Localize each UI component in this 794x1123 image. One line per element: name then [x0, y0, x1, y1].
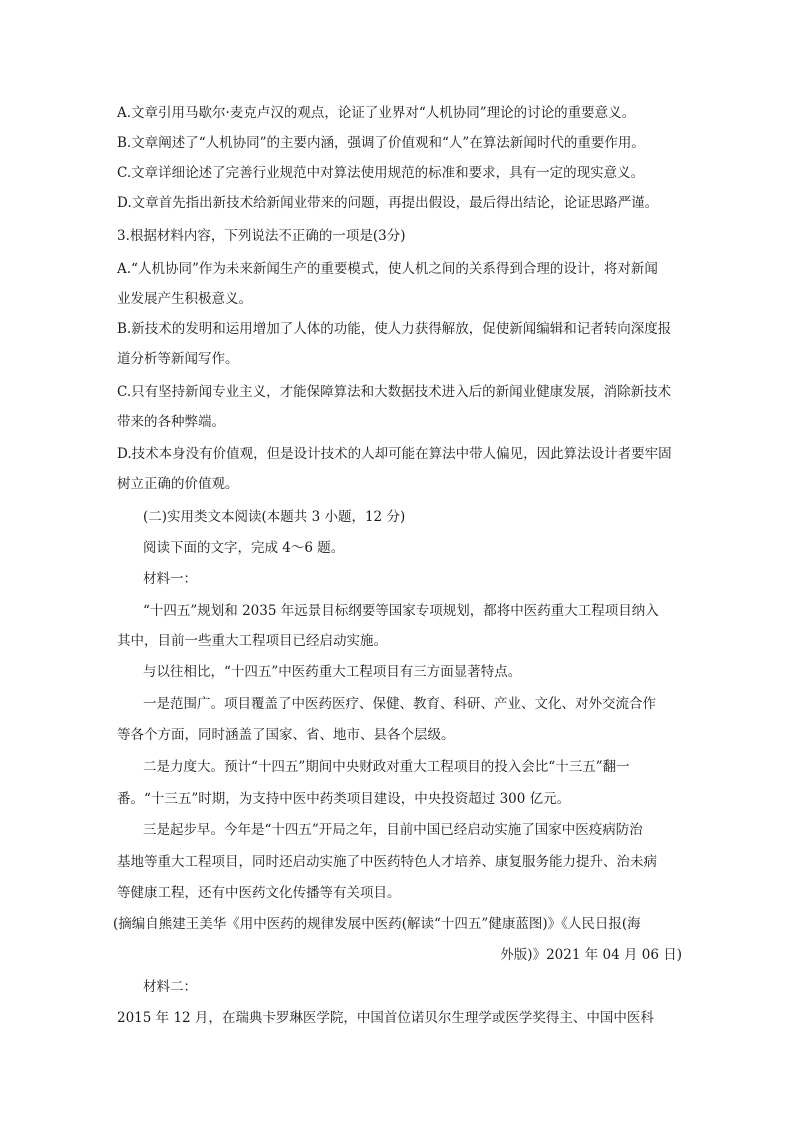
- material1-p4-line1: 二是力度大。预计“十四五”期间中央财政对重大工程项目的投入会比“十三五”翻一: [143, 759, 630, 775]
- q3-stem: 3.根据材料内容，下列说法不正确的一项是(3分): [117, 228, 406, 244]
- q3-option-c-line2: 带来的各种弊端。: [117, 414, 225, 430]
- material1-p5-line3: 等健康工程，还有中医药文化传播等有关项目。: [117, 885, 401, 901]
- material1-p1-line2: 其中，目前一些重大工程项目已经启动实施。: [117, 633, 387, 649]
- q2-option-c: C.文章详细论述了完善行业规范中对算法使用规范的标准和要求，具有一定的现实意义。: [117, 165, 645, 181]
- material1-p3-line1: 一是范围广。项目覆盖了中医药医疗、保健、教育、科研、产业、文化、对外交流合作: [143, 696, 656, 712]
- material1-source-line1: (摘编自熊建王美华《用中医药的规律发展中医药(解读“十四五”健康蓝图)》《人民日报(海: [113, 916, 641, 932]
- q3-option-c-line1: C.只有坚持新闻专业主义，才能保障算法和大数据技术进入后的新闻业健康发展，消除新技术: [117, 384, 672, 400]
- section-instruction: 阅读下面的文字，完成 4～6 题。: [143, 540, 345, 556]
- q2-option-a: A.文章引用马歇尔·麦克卢汉的观点，论证了业界对“人机协同”理论的讨论的重要意义。: [117, 105, 636, 121]
- material1-source-line2: 外版)》2021 年 04 月 06 日): [500, 947, 682, 963]
- q3-option-d-line2: 树立正确的价值观。: [117, 476, 239, 492]
- section-heading: (二)实用类文本阅读(本题共 3 小题，12 分): [143, 509, 406, 525]
- material1-p2-line1: 与以往相比，“十四五”中医药重大工程项目有三方面显著特点。: [143, 664, 522, 680]
- material1-p5-line1: 三是起步早。今年是“十四五”开局之年，目前中国已经启动实施了国家中医疫病防治: [143, 822, 643, 838]
- q3-option-b-line1: B.新技术的发明和运用增加了人体的功能，使人力获得解放，促使新闻编辑和记者转向深度报: [117, 321, 672, 337]
- q3-option-a-line2: 业发展产生积极意义。: [117, 291, 252, 307]
- q3-option-d-line1: D.技术本身没有价值观，但是设计技术的人却可能在算法中带人偏见，因此算法设计者要牢固: [117, 446, 672, 462]
- material2-first-line: 2015 年 12 月，在瑞典卡罗琳医学院，中国首位诺贝尔生理学或医学奖得主、中国中医科: [117, 1010, 654, 1026]
- q3-option-b-line2: 道分析等新闻写作。: [117, 351, 239, 367]
- material1-p1-line1: “十四五”规划和 2035 年远景目标纲要等国家专项规划，都将中医药重大工程项目纳入: [143, 603, 659, 619]
- q3-option-a-line1: A.“人机协同”作为未来新闻生产的重要模式，使人机之间的关系得到合理的设计，将对新闻: [117, 261, 658, 277]
- material1-p5-line2: 基地等重大工程项目，同时还启动实施了中医药特色人才培养、康复服务能力提升、治未病: [117, 854, 657, 870]
- material1-p4-line2: 番。“十三五”时期，为支持中医中药类项目建设，中央投资超过 300 亿元。: [117, 791, 571, 807]
- material1-label: 材料一：: [143, 571, 197, 587]
- q2-option-b: B.文章阐述了“人机协同”的主要内涵，强调了价值观和“人”在算法新闻时代的重要作用。: [117, 135, 645, 151]
- material1-p3-line2: 等各个方面，同时涵盖了国家、省、地市、县各个层级。: [117, 727, 455, 743]
- q2-option-d: D.文章首先指出新技术给新闻业带来的问题，再提出假设，最后得出结论，论证思路严谨。: [117, 195, 659, 211]
- material2-label: 材料二：: [143, 979, 197, 995]
